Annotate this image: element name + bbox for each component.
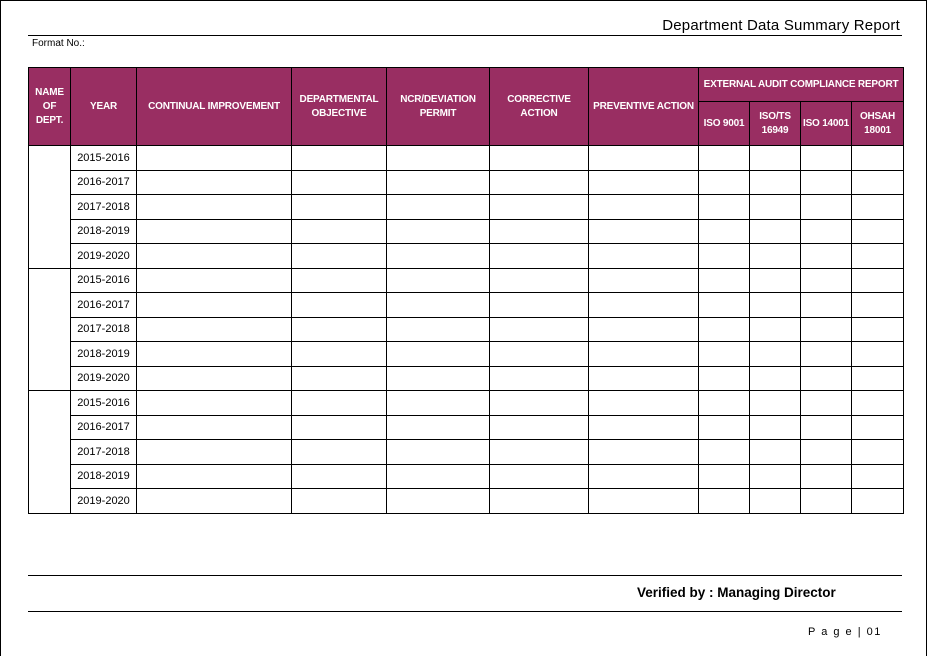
ohsah-18001-cell[interactable] [852,415,904,440]
iso-14001-cell[interactable] [801,293,852,318]
col-header-corrective-action: CORRECTIVE ACTION [490,68,589,146]
year-cell: 2016-2017 [71,170,137,195]
ncr-deviation-cell[interactable] [387,415,490,440]
iso-ts-16949-cell[interactable] [750,415,801,440]
iso-9001-cell[interactable] [699,489,750,514]
preventive-action-cell[interactable] [589,244,699,269]
col-header-iso-14001: ISO 14001 [801,102,852,146]
ncr-deviation-cell[interactable] [387,170,490,195]
iso-9001-cell[interactable] [699,293,750,318]
col-header-dept: NAME OF DEPT. [29,68,71,146]
iso-9001-cell[interactable] [699,195,750,220]
year-cell: 2019-2020 [71,244,137,269]
preventive-action-cell[interactable] [589,415,699,440]
iso-14001-cell[interactable] [801,464,852,489]
iso-14001-cell[interactable] [801,244,852,269]
department-name-cell[interactable] [29,391,71,514]
ncr-deviation-cell[interactable] [387,268,490,293]
iso-14001-cell[interactable] [801,268,852,293]
ncr-deviation-cell[interactable] [387,195,490,220]
preventive-action-cell[interactable] [589,342,699,367]
continual-improvement-cell[interactable] [137,489,292,514]
ncr-deviation-cell[interactable] [387,366,490,391]
iso-14001-cell[interactable] [801,489,852,514]
preventive-action-cell[interactable] [589,170,699,195]
corrective-action-cell[interactable] [490,219,589,244]
iso-9001-cell[interactable] [699,415,750,440]
departmental-objective-cell[interactable] [292,489,387,514]
year-cell: 2016-2017 [71,293,137,318]
iso-9001-cell[interactable] [699,244,750,269]
department-name-cell[interactable] [29,146,71,269]
continual-improvement-cell[interactable] [137,219,292,244]
iso-ts-16949-cell[interactable] [750,317,801,342]
iso-ts-16949-cell[interactable] [750,268,801,293]
departmental-objective-cell[interactable] [292,317,387,342]
departmental-objective-cell[interactable] [292,464,387,489]
table-row [29,366,904,391]
corrective-action-cell[interactable] [490,244,589,269]
table-row [29,195,904,220]
departmental-objective-cell[interactable] [292,342,387,367]
corrective-action-cell[interactable] [490,268,589,293]
corrective-action-cell[interactable] [490,415,589,440]
iso-14001-cell[interactable] [801,415,852,440]
ohsah-18001-cell[interactable] [852,195,904,220]
preventive-action-cell[interactable] [589,464,699,489]
iso-9001-cell[interactable] [699,391,750,416]
iso-14001-cell[interactable] [801,146,852,171]
ohsah-18001-cell[interactable] [852,293,904,318]
ohsah-18001-cell[interactable] [852,391,904,416]
year-cell: 2019-2020 [71,366,137,391]
ncr-deviation-cell[interactable] [387,219,490,244]
table-row [29,464,904,489]
corrective-action-cell[interactable] [490,170,589,195]
col-header-iso-9001: ISO 9001 [699,102,750,146]
col-header-continual-improvement: CONTINUAL IMPROVEMENT [137,68,292,146]
signature-top-rule [28,575,902,576]
department-name-cell[interactable] [29,268,71,391]
iso-14001-cell[interactable] [801,219,852,244]
continual-improvement-cell[interactable] [137,464,292,489]
year-cell: 2017-2018 [71,440,137,465]
col-header-ohsah-18001: OHSAH 18001 [852,102,904,146]
iso-ts-16949-cell[interactable] [750,366,801,391]
preventive-action-cell[interactable] [589,489,699,514]
ohsah-18001-cell[interactable] [852,440,904,465]
ohsah-18001-cell[interactable] [852,317,904,342]
iso-14001-cell[interactable] [801,317,852,342]
continual-improvement-cell[interactable] [137,146,292,171]
iso-9001-cell[interactable] [699,464,750,489]
preventive-action-cell[interactable] [589,219,699,244]
departmental-objective-cell[interactable] [292,195,387,220]
year-cell: 2018-2019 [71,219,137,244]
ncr-deviation-cell[interactable] [387,440,490,465]
iso-ts-16949-cell[interactable] [750,244,801,269]
departmental-objective-cell[interactable] [292,293,387,318]
continual-improvement-cell[interactable] [137,415,292,440]
table-body [29,146,904,514]
preventive-action-cell[interactable] [589,440,699,465]
year-cell: 2017-2018 [71,317,137,342]
ncr-deviation-cell[interactable] [387,293,490,318]
corrective-action-cell[interactable] [490,440,589,465]
iso-14001-cell[interactable] [801,366,852,391]
iso-9001-cell[interactable] [699,146,750,171]
corrective-action-cell[interactable] [490,366,589,391]
departmental-objective-cell[interactable] [292,219,387,244]
departmental-objective-cell[interactable] [292,391,387,416]
ncr-deviation-cell[interactable] [387,391,490,416]
departmental-objective-cell[interactable] [292,415,387,440]
preventive-action-cell[interactable] [589,293,699,318]
departmental-objective-cell[interactable] [292,170,387,195]
iso-9001-cell[interactable] [699,317,750,342]
year-cell: 2018-2019 [71,464,137,489]
ohsah-18001-cell[interactable] [852,146,904,171]
continual-improvement-cell[interactable] [137,440,292,465]
preventive-action-cell[interactable] [589,268,699,293]
summary-table [28,67,904,514]
preventive-action-cell[interactable] [589,146,699,171]
year-cell: 2017-2018 [71,195,137,220]
continual-improvement-cell[interactable] [137,195,292,220]
title-divider [28,35,902,36]
iso-9001-cell[interactable] [699,170,750,195]
iso-ts-16949-cell[interactable] [750,391,801,416]
iso-ts-16949-cell[interactable] [750,489,801,514]
year-cell: 2018-2019 [71,342,137,367]
iso-14001-cell[interactable] [801,391,852,416]
ncr-deviation-cell[interactable] [387,146,490,171]
year-cell: 2015-2016 [71,268,137,293]
iso-9001-cell[interactable] [699,440,750,465]
iso-14001-cell[interactable] [801,342,852,367]
col-header-departmental-objective: DEPARTMENTAL OBJECTIVE [292,68,387,146]
iso-ts-16949-cell[interactable] [750,293,801,318]
table-row [29,440,904,465]
col-header-iso-ts-16949: ISO/TS 16949 [750,102,801,146]
corrective-action-cell[interactable] [490,146,589,171]
corrective-action-cell[interactable] [490,317,589,342]
year-cell: 2015-2016 [71,146,137,171]
continual-improvement-cell[interactable] [137,244,292,269]
iso-9001-cell[interactable] [699,219,750,244]
preventive-action-cell[interactable] [589,391,699,416]
iso-14001-cell[interactable] [801,195,852,220]
page-number: P a g e | 01 [808,626,882,638]
iso-14001-cell[interactable] [801,170,852,195]
continual-improvement-cell[interactable] [137,391,292,416]
iso-ts-16949-cell[interactable] [750,146,801,171]
table-row [29,268,904,293]
col-header-preventive-action: PREVENTIVE ACTION [589,68,699,146]
ncr-deviation-cell[interactable] [387,342,490,367]
ohsah-18001-cell[interactable] [852,268,904,293]
ncr-deviation-cell[interactable] [387,244,490,269]
year-cell: 2016-2017 [71,415,137,440]
ohsah-18001-cell[interactable] [852,489,904,514]
col-header-ncr-deviation: NCR/DEVIATION PERMIT [387,68,490,146]
departmental-objective-cell[interactable] [292,268,387,293]
year-cell: 2019-2020 [71,489,137,514]
departmental-objective-cell[interactable] [292,440,387,465]
col-header-year: YEAR [71,68,137,146]
report-title: Department Data Summary Report [662,17,900,34]
continual-improvement-cell[interactable] [137,342,292,367]
table-row [29,244,904,269]
departmental-objective-cell[interactable] [292,146,387,171]
iso-14001-cell[interactable] [801,440,852,465]
signature-bottom-rule [28,611,902,612]
corrective-action-cell[interactable] [490,293,589,318]
ncr-deviation-cell[interactable] [387,464,490,489]
iso-ts-16949-cell[interactable] [750,440,801,465]
iso-ts-16949-cell[interactable] [750,170,801,195]
iso-9001-cell[interactable] [699,366,750,391]
ohsah-18001-cell[interactable] [852,170,904,195]
table-row [29,391,904,416]
ohsah-18001-cell[interactable] [852,342,904,367]
departmental-objective-cell[interactable] [292,244,387,269]
preventive-action-cell[interactable] [589,366,699,391]
year-cell: 2015-2016 [71,391,137,416]
col-group-external-audit: EXTERNAL AUDIT COMPLIANCE REPORT [699,68,904,102]
iso-ts-16949-cell[interactable] [750,464,801,489]
corrective-action-cell[interactable] [490,489,589,514]
preventive-action-cell[interactable] [589,195,699,220]
continual-improvement-cell[interactable] [137,366,292,391]
ncr-deviation-cell[interactable] [387,489,490,514]
iso-9001-cell[interactable] [699,268,750,293]
continual-improvement-cell[interactable] [137,293,292,318]
corrective-action-cell[interactable] [490,391,589,416]
continual-improvement-cell[interactable] [137,170,292,195]
continual-improvement-cell[interactable] [137,317,292,342]
table-row [29,170,904,195]
ohsah-18001-cell[interactable] [852,366,904,391]
ncr-deviation-cell[interactable] [387,317,490,342]
departmental-objective-cell[interactable] [292,366,387,391]
format-number-label: Format No.: [32,38,85,49]
table-row [29,146,904,171]
table-row [29,342,904,367]
iso-ts-16949-cell[interactable] [750,195,801,220]
corrective-action-cell[interactable] [490,195,589,220]
table-row [29,293,904,318]
iso-ts-16949-cell[interactable] [750,342,801,367]
table-row [29,415,904,440]
continual-improvement-cell[interactable] [137,268,292,293]
verified-by: Verified by : Managing Director [637,585,836,600]
preventive-action-cell[interactable] [589,317,699,342]
corrective-action-cell[interactable] [490,342,589,367]
table-row [29,219,904,244]
ohsah-18001-cell[interactable] [852,464,904,489]
ohsah-18001-cell[interactable] [852,219,904,244]
table-row [29,317,904,342]
corrective-action-cell[interactable] [490,464,589,489]
iso-9001-cell[interactable] [699,342,750,367]
iso-ts-16949-cell[interactable] [750,219,801,244]
table-row [29,489,904,514]
ohsah-18001-cell[interactable] [852,244,904,269]
